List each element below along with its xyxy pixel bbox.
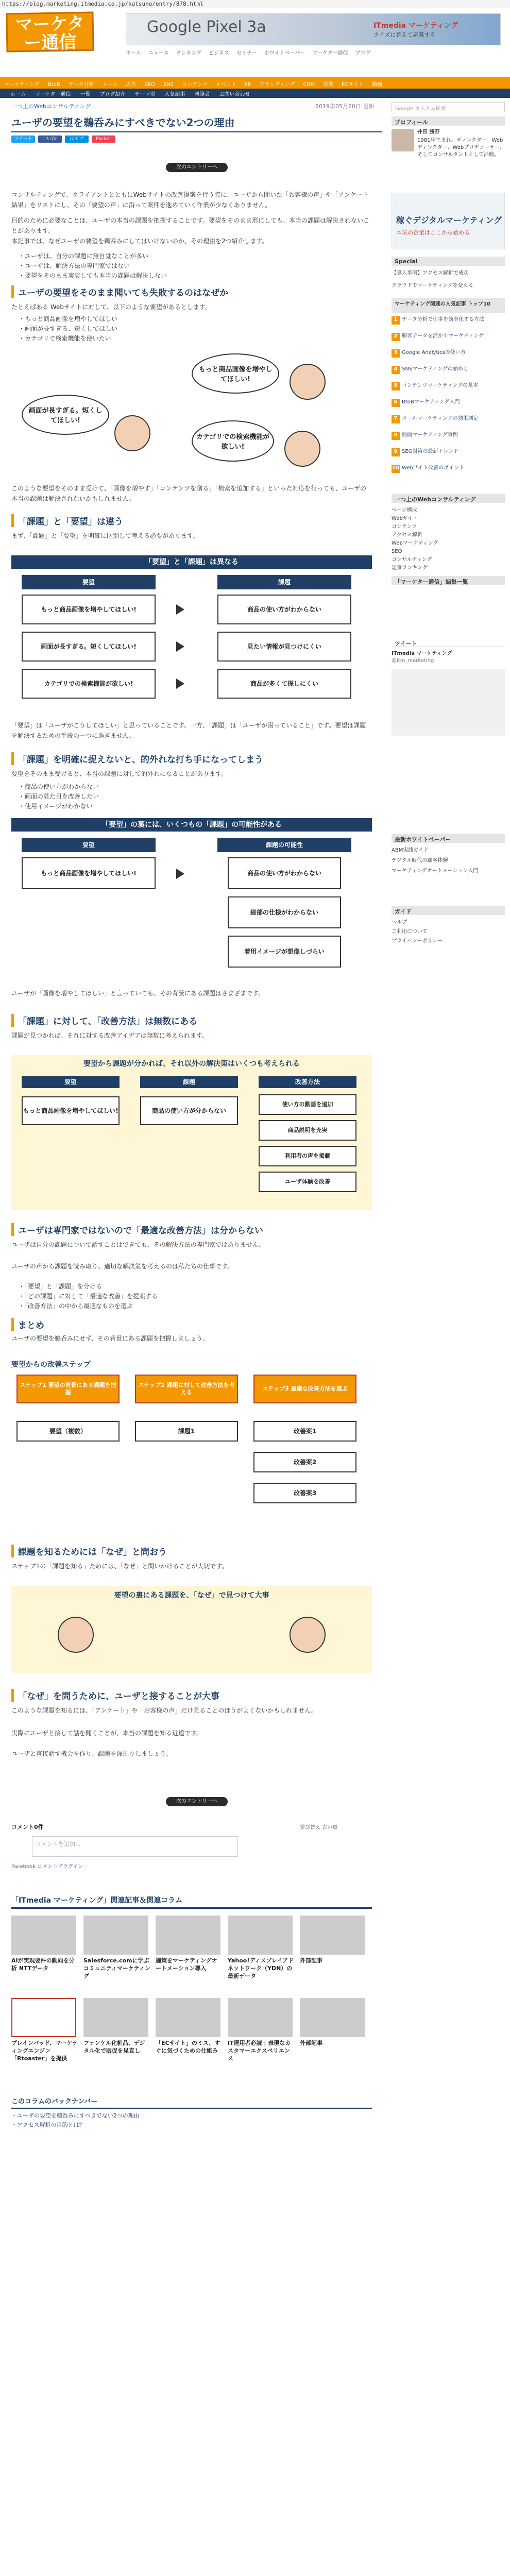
paragraph: たとえばある Webサイトに対して、以下のような要望があるとします。 (11, 303, 211, 311)
ranking-item[interactable] (392, 366, 505, 374)
share-buttons (11, 135, 382, 143)
step-box: ステップ3 最適な改善方法を選ぶ (253, 1375, 356, 1403)
twitter-heading: ツイート (392, 638, 505, 647)
ranking-title: コンテンツマーケティングの基本 (402, 383, 479, 388)
ranking-item[interactable] (392, 399, 505, 407)
ranking-title: SNSマーケティングの始め方 (402, 366, 468, 372)
figure-request-possible-issues (11, 818, 372, 978)
category-item[interactable]: 動画 (371, 82, 382, 88)
category-item[interactable]: メール (102, 82, 118, 88)
comments-sort[interactable]: 並び替え 古い順 (300, 1825, 338, 1831)
column-header: 課題 (140, 1076, 238, 1088)
rank-number: 2 (392, 333, 400, 341)
intro-paragraph-2: 目的のために必要なことは、ユーザの本当の課題を把握することです。要望をそのまま形にしても、本当の課題は解決されないことがあります。 (11, 217, 370, 234)
ranking-title: 顧客データを活かすマーケティング (402, 333, 484, 339)
rank-number: 4 (392, 366, 400, 374)
paragraph: ユーザの要望を鵜呑みにせず、その背景にある課題を把握しましょう。 (11, 1335, 209, 1342)
ranking-item[interactable] (392, 382, 505, 391)
sidebar-ad[interactable] (392, 193, 505, 249)
figure-banner: 要望からの改善ステップ (11, 1361, 91, 1369)
related-article[interactable] (228, 1916, 295, 1980)
request-box: 画面が長すぎる。短くしてほしい! (22, 632, 156, 662)
guide-link[interactable]: ご利用について (392, 929, 428, 935)
paragraph: 「要望」は「ユーザがこうしてほしい」と思っていることです。一方、「課題」は「ユーザが困っていること」です。要望は課題を解決するための手段の一つに過ぎません。 (11, 722, 366, 739)
list-item: ・「改善方法」の中から最適なものを選ぶ (19, 1302, 133, 1310)
top-nav-item[interactable]: ホワイトペーパー (264, 50, 305, 56)
figure-request-vs-issue (11, 555, 372, 710)
rank-number: 7 (392, 415, 400, 423)
article-title: ユーザの要望を鵜呑みにすべきでない2つの理由 (11, 114, 382, 132)
profile-text: 1981年生まれ。ディレクター。Webディレクター、Webプロデューサー、そしてコンサルタントとして活動。 (417, 138, 505, 158)
section-heading: 課題を知るためには「なぜ」と問おう (11, 1545, 372, 1557)
solution-box: 商品説明を充実 (259, 1120, 356, 1141)
ranking-title: SEO対策の最新トレンド (402, 449, 459, 454)
related-title-text: Salesforce.comに学ぶコミュニティマーケティング (83, 1957, 150, 1979)
top-nav-item[interactable]: セミナー (236, 50, 257, 56)
tweet-button[interactable]: ツイート (11, 135, 35, 143)
breadcrumb[interactable]: 一つ上のWebコンサルティング (11, 103, 91, 110)
site-logo[interactable] (6, 12, 94, 53)
list-item: ・要望をそのまま実装しても本当の課題は解決しない (19, 272, 167, 279)
profile-name[interactable]: 井田 勝野 (417, 129, 440, 135)
section-heading: まとめ (11, 1318, 372, 1331)
latest-item[interactable]: マーケティングオートメーション入門 (392, 868, 479, 874)
flow-box: 改善案1 (253, 1421, 356, 1442)
ranking-title: 動画マーケティング事例 (402, 432, 458, 438)
paragraph: 実際にユーザと接して話を聞くことが、本当の課題を知る近道です。 (11, 1730, 203, 1737)
pocket-button[interactable]: Pocket (92, 135, 115, 143)
related-thumbnail[interactable] (83, 1916, 148, 1955)
avatar (392, 129, 414, 151)
request-box: もっと商品画像を増やしてほしい! (22, 595, 156, 624)
column-link[interactable]: ページ構成 (392, 507, 417, 513)
issue-box: 商品の使い方がわからない (228, 857, 341, 889)
paragraph: 課題が見つかれば、それに対する改善アイデアは無数に考えられます。 (11, 1032, 208, 1039)
list-item: ・「要望」と「課題」を分ける (19, 1283, 103, 1290)
consultant-illustration (290, 1617, 326, 1653)
column-link[interactable]: 記事ランキング (392, 565, 428, 571)
sidebar-heading: ガイド (392, 906, 505, 915)
user-illustration (58, 1617, 94, 1653)
top-nav-item[interactable]: ランキング (176, 50, 202, 56)
related-article[interactable] (11, 1916, 78, 1972)
section-heading: 「課題」に対して、「改善方法」は無数にある (11, 1014, 372, 1027)
category-item[interactable]: BtoB (47, 82, 60, 88)
solution-box: 使い方の動画を追加 (259, 1094, 356, 1115)
related-title-text: 外部記事 (300, 2040, 322, 2046)
issue-box: 細部の仕様がわからない (228, 896, 341, 928)
list-item: ・ユーザは、自分の課題に無自覚なことが多い (19, 252, 149, 260)
related-title-text: 「ECサイト」のミス、すぐに気づくための仕組み (156, 2040, 220, 2054)
paragraph: このような要望をそのまま受けて、「画像を増やす」「コンテンツを削る」「検索を追加する」といった対応を行っても、ユーザの本当の課題は解決されないかもしれません。 (11, 485, 367, 502)
list-item: ・ユーザは、解決方法の専門家ではない (19, 262, 130, 269)
fb-comment-plugin: Facebook コメントプラグイン (11, 1864, 83, 1870)
step-box: ステップ1 要望の背景にある課題を把握 (16, 1375, 120, 1403)
user-illustration (284, 431, 320, 467)
category-item[interactable]: PR (244, 82, 251, 88)
related-title-text: ファンケル化粧品、デジタル化で販促を見直し (83, 2040, 145, 2054)
next-entry-button[interactable]: 次のエントリーへ (166, 163, 228, 172)
related-article[interactable] (228, 1998, 295, 2062)
column-link[interactable]: コンテンツ (392, 524, 417, 530)
ad-product-name: Google Pixel 3a (147, 18, 266, 36)
ranking-title: データ分析で仕事を効率化する方法 (402, 317, 484, 323)
section-heading: 「課題」と「要望」は違う (11, 514, 372, 527)
intro-paragraph-3: 本記事では、なぜユーザの要望を鵜呑みにしてはいけないのか、その理由を2つ紹介します。 (11, 238, 268, 245)
category-item[interactable]: データ分析 (68, 82, 94, 88)
related-article[interactable] (83, 1916, 150, 1980)
twitter-account[interactable]: ITmedia マーケティング (392, 651, 452, 656)
category-item[interactable]: ECサイト (342, 82, 364, 88)
backnumber-link[interactable]: ・ユーザの要望を鵜呑みにすべきでない2つの理由 (11, 2112, 140, 2119)
backnumber-title: このコラムのバックナンバー (11, 2096, 372, 2109)
related-title-text: 外部記事 (300, 1957, 322, 1964)
category-item[interactable]: SEO (144, 82, 155, 88)
flow-box: 改善案2 (253, 1452, 356, 1472)
paragraph: ステップ1の「課題を知る」ためには、「なぜ」と問いかけることが大切です。 (11, 1563, 228, 1570)
flow-box: 要望（複数） (16, 1421, 120, 1442)
latest-item[interactable]: ABM実践ガイド (392, 848, 429, 853)
sub-nav (0, 89, 510, 98)
ranking-item[interactable] (392, 333, 505, 341)
list-item: ・もっと商品画像を増やしてほしい (19, 315, 118, 323)
ad-title: 稼ぐデジタルマーケティング (396, 215, 502, 225)
related-title-text: Yahoo!ディスプレイアドネットワーク（YDN）の最新データ (228, 1957, 294, 1979)
bullets (19, 782, 99, 811)
ranking-item[interactable] (392, 448, 505, 456)
related-article[interactable] (300, 1998, 367, 2047)
arrow-icon (176, 869, 184, 879)
category-item[interactable]: 営業 (323, 82, 334, 88)
issue-box: 商品が多くて探しにくい (217, 669, 351, 699)
issue-box: 商品の使い方がわからない (217, 595, 351, 624)
column-header: 改善方法 (259, 1076, 356, 1088)
ranking-item[interactable] (392, 349, 505, 358)
top-nav-item[interactable]: ホーム (126, 50, 141, 56)
section-heading: ユーザは専門家ではないので「最適な改善方法」は分からない (11, 1223, 372, 1236)
paragraph: このような課題を知るには、「アンケート」や「お客様の声」だけ見ることのほうがよくないかもしれません。 (11, 1707, 318, 1714)
sub-nav-item[interactable]: マーケター通信 (35, 91, 71, 97)
related-thumbnail[interactable] (11, 1998, 76, 2037)
rank-number: 6 (392, 399, 400, 407)
backnumber-list (11, 2111, 140, 2130)
bullets (19, 1282, 158, 1311)
category-item[interactable]: SNS (163, 82, 174, 88)
ad-subtitle: 本気の企業はここから始める (396, 229, 470, 236)
column-header: 課題 (217, 575, 351, 589)
ad-cta: クイズに答えて応募する (373, 31, 436, 38)
related-title-text: 施策をマーケティングオートメーション導入 (156, 1957, 217, 1972)
sub-nav-item[interactable]: ブログ紹介 (99, 91, 126, 97)
paragraph: ユーザが「画像を増やしてほしい」と言っていても、その背景にある課題はさまざまです。 (11, 990, 265, 997)
top-nav-item[interactable]: マーケター通信 (312, 50, 348, 56)
speech-bubble: 画面が長すぎる。短くしてほしい! (22, 395, 109, 435)
sidebar-heading: マーケティング関連の人気記事 トップ10 (392, 298, 505, 313)
column-header: 課題の可能性 (217, 838, 351, 852)
related-thumbnail[interactable] (83, 1998, 148, 2037)
section-heading: 「なぜ」を問うために、ユーザと接することが大事 (11, 1689, 372, 1702)
request-box: カテゴリでの検索機能が欲しい! (22, 669, 156, 699)
tweet-image[interactable] (392, 669, 505, 736)
category-strip (0, 77, 510, 89)
top-nav-item[interactable]: ブログ (355, 50, 371, 56)
speech-bubble: カテゴリでの検索機能が欲しい! (192, 420, 274, 462)
figure-banner: 要望の裏にある課題を、「なぜ」で見つけて大事 (114, 1591, 269, 1600)
header-ad-banner[interactable] (126, 13, 501, 45)
related-thumbnail[interactable] (156, 1998, 220, 2037)
article-date: 2019年05月20日 更新 (315, 103, 375, 110)
sub-nav-item[interactable]: お問い合わせ (219, 91, 250, 97)
top-nav-item[interactable]: ビジネス (209, 50, 229, 56)
list-item: ・使用イメージがわかない (19, 803, 93, 810)
sidebar (392, 102, 505, 944)
special-item[interactable]: 【導入事例】アクセス解析で成功 (392, 270, 469, 276)
logo-text: マーケター通信 (15, 13, 85, 54)
paragraph: ユーザの声から課題を読み取り、適切な解決策を考えるのは私たちの仕事です。 (11, 1263, 234, 1270)
rank-number: 5 (392, 382, 400, 391)
sub-nav-item[interactable]: 人気記事 (164, 91, 185, 97)
bullets (19, 314, 117, 344)
category-item[interactable]: CRM (303, 82, 315, 88)
hatebu-button[interactable]: はてブ (65, 135, 89, 143)
paragraph: まず、「課題」と「要望」を明確に区別して考える必要があります。 (11, 532, 199, 539)
related-thumbnail[interactable] (228, 1916, 293, 1955)
list-item: ・「どの課題」に対して「最適な改善」を提案する (19, 1293, 158, 1300)
next-entry-button[interactable]: 次のエントリーへ (166, 1797, 228, 1806)
list-item: ・カテゴリで検索機能を使いたい (19, 335, 111, 342)
section-heading: ユーザの要望をそのまま聞いても失敗するのはなぜか (11, 285, 372, 298)
related-title-text: IT運用者必読 | 表現なカスタマーエクスペリエンス (228, 2040, 291, 2062)
list-item: ・画面が長すぎる、短くしてほしい (19, 325, 118, 332)
sidebar-heading: 「マーケター通信」編集一覧 (392, 576, 505, 585)
related-title-text: AIが実現要件の動向を分析 NTTデータ (11, 1957, 75, 1972)
figure-solutions (11, 1055, 372, 1210)
arrow-icon (176, 604, 184, 615)
related-article[interactable] (300, 1916, 367, 1964)
ranking-title: BtoBマーケティング入門 (402, 399, 460, 405)
top-nav (126, 48, 510, 56)
paragraph: ユーザは自分の課題について話すことはできても、その解決方法の専門家ではありません。 (11, 1241, 265, 1248)
column-header: 要望 (22, 1076, 120, 1088)
figure-banner: 「要望」と「課題」は異なる (11, 555, 372, 569)
rank-number: 1 (392, 316, 400, 325)
ranking-item[interactable] (392, 432, 505, 440)
flow-box: 改善案3 (253, 1483, 356, 1503)
column-link[interactable]: Webサイト (392, 516, 418, 521)
twitter-handle[interactable]: @itm_marketing (392, 658, 434, 664)
sidebar-heading: 最新ホワイトペーパー (392, 834, 505, 843)
search-input[interactable]: Google カスタム検索 (392, 102, 505, 112)
related-article[interactable] (83, 1998, 150, 2055)
arrow-icon (176, 679, 184, 689)
list-item: ・画面の見た目を改善したい (19, 793, 99, 800)
article-main (11, 102, 382, 2128)
backnumber-link[interactable]: ・アクセス解析の目的とは？ (11, 2122, 85, 2128)
paragraph: ユーザと直接話す機会を作り、課題を深掘りしましょう。 (11, 1750, 173, 1757)
ranking-item[interactable] (392, 316, 505, 325)
comment-input[interactable]: コメントを追加... (32, 1836, 238, 1857)
user-illustration (114, 415, 150, 451)
sidebar-heading: Special (392, 257, 505, 266)
ranking-title: Webサイト改善のポイント (402, 465, 465, 471)
sidebar-heading: 一つ上のWebコンサルティング (392, 494, 505, 503)
issue-box: 商品の使い方が分からない (140, 1096, 238, 1125)
intro-bullets (19, 251, 167, 281)
column-link[interactable]: SEO (392, 549, 402, 554)
ranking-title: Google Analyticsの使い方 (402, 350, 466, 355)
request-box: もっと商品画像を増やしてほしい! (22, 857, 156, 889)
category-item[interactable]: イベント (215, 82, 236, 88)
column-header: 要望 (22, 575, 156, 589)
related-title: 「ITmedia マーケティング」関連記事＆関連コラム (11, 1895, 372, 1909)
figure-steps (11, 1359, 372, 1529)
ranking-title: メールマーケティングの効果測定 (402, 416, 479, 421)
speech-bubble: もっと商品画像を増やしてほしい! (192, 353, 279, 394)
like-button[interactable]: いいね! (38, 135, 62, 143)
sub-nav-item[interactable]: ホーム (10, 91, 26, 97)
paragraph: 要望をそのまま受けると、本当の課題に対して的外れになることがあります。 (11, 770, 228, 777)
category-item[interactable]: マーケティング (4, 82, 40, 88)
guide-link[interactable]: プライバシーポリシー (392, 938, 443, 944)
figure-banner: 要望から課題が分かれば、それ以外の解決策はいくつも考えられる (83, 1060, 300, 1068)
sub-nav-item[interactable]: テーマ別 (134, 91, 156, 97)
category-item[interactable]: ブランディング (259, 82, 295, 88)
figure-user-requests (11, 348, 372, 472)
arrow-icon (176, 641, 184, 652)
user-illustration (290, 364, 326, 400)
related-article[interactable] (156, 1916, 223, 1972)
related-thumbnail[interactable] (300, 1998, 365, 2037)
guide-link[interactable]: ヘルプ (392, 920, 407, 925)
ranking-item[interactable] (392, 465, 505, 473)
column-link[interactable]: Webマーケティング (392, 540, 438, 546)
site-header (0, 9, 510, 56)
rank-number: 8 (392, 432, 400, 440)
special-item[interactable]: クラウドでマーケティングを変える (392, 283, 473, 289)
figure-why (11, 1586, 372, 1673)
category-item[interactable]: 広告 (126, 82, 137, 88)
list-item: ・商品の使い方がわからない (19, 783, 99, 790)
section-heading: 「課題」を明確に捉えないと、的外れな打ち手になってしまう (11, 752, 372, 765)
sub-nav-item[interactable]: 一覧 (80, 91, 91, 97)
latest-item[interactable]: デジタル時代の顧客体験 (392, 858, 448, 863)
sub-nav-item[interactable]: 執筆者 (194, 91, 210, 97)
rank-number: 9 (392, 448, 400, 456)
figure-banner: 「要望」の裏には、いくつもの「課題」の可能性がある (11, 818, 372, 832)
related-thumbnail[interactable] (300, 1916, 365, 1955)
comments-count: コメント0件 (11, 1824, 44, 1831)
related-article[interactable] (11, 1998, 78, 2062)
related-thumbnail[interactable] (156, 1916, 220, 1955)
issue-box: 見たい情報が見つけにくい (217, 632, 351, 662)
rank-number: 3 (392, 349, 400, 358)
column-header: 要望 (22, 838, 156, 852)
ad-brand: ITmedia マーケティング (373, 22, 458, 30)
request-box: もっと商品画像を増やしてほしい! (22, 1096, 120, 1125)
issue-box: 着用イメージが想像しづらい (228, 936, 341, 968)
related-title-text: ブレインパッド、マーケティングエンジン「Rtoaster」を提供 (11, 2040, 78, 2062)
solution-box: ユーザ体験を改善 (259, 1172, 356, 1192)
intro-paragraph: コンサルティングで、クライアントとともにWebサイトの改善提案を行う際に、ユーザから聞いた「お客様の声」や「アンケート結果」をリストにし、その「要望の声」に沿って案件を進めていく作業が少なくありません。 (11, 191, 369, 209)
column-link[interactable]: アクセス解析 (392, 532, 422, 538)
related-thumbnail[interactable] (228, 1998, 293, 2037)
rank-number: 10 (392, 465, 400, 473)
related-thumbnail[interactable] (11, 1916, 76, 1955)
sidebar-heading: プロフィール (392, 116, 505, 126)
column-link[interactable]: コンサルティング (392, 557, 432, 563)
category-item[interactable]: コンテンツ (182, 82, 208, 88)
solution-box: 利用者の声を掲載 (259, 1146, 356, 1166)
flow-box: 課題1 (135, 1421, 238, 1442)
ranking-item[interactable] (392, 415, 505, 423)
related-article[interactable] (156, 1998, 223, 2055)
step-box: ステップ2 課題に対して改善方法を考える (135, 1375, 238, 1403)
top-nav-item[interactable]: ニュース (148, 50, 169, 56)
url-bar[interactable]: https://blog.marketing.itmedia.co.jp/katsuno/entry/878.html (0, 0, 510, 8)
